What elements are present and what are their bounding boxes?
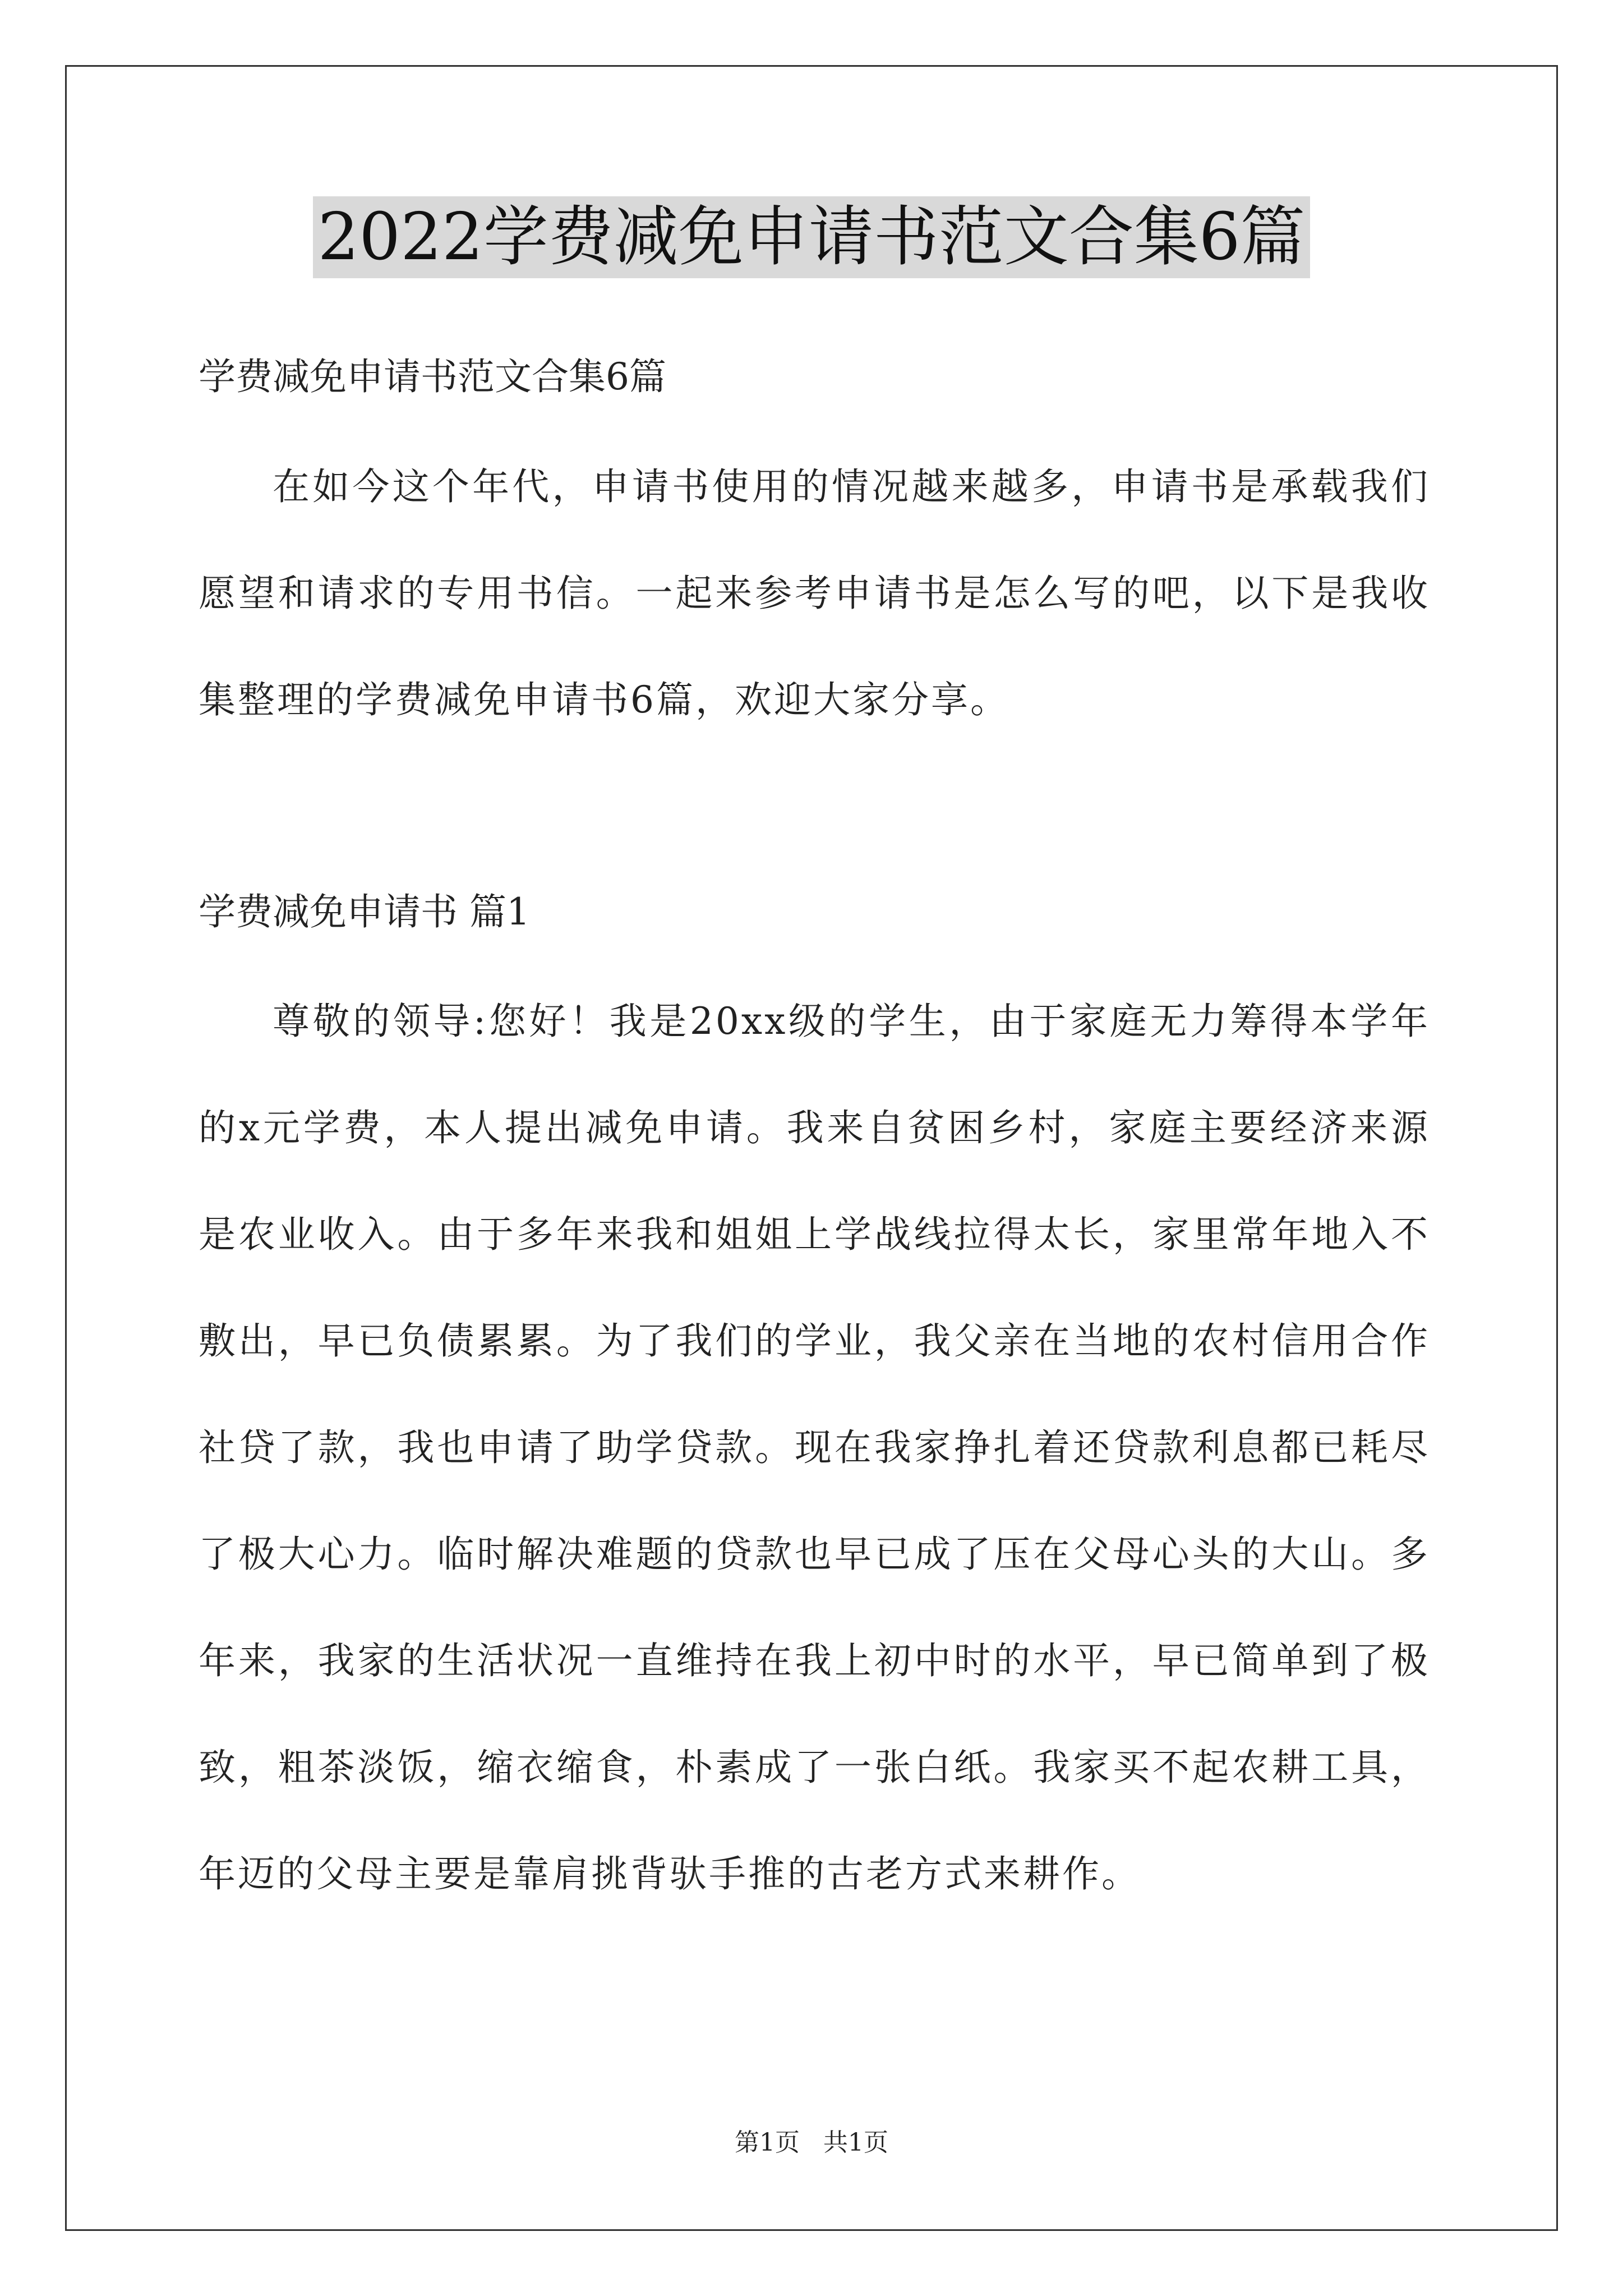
page-total: 共1页 <box>823 2128 888 2157</box>
page-footer <box>0 2126 1623 2160</box>
body-paragraph: 尊敬的领导:您好！我是20xx级的学生，由于家庭无力筹得本学年的x元学费，本人提出减免申请。我来自贫困乡村，家庭主要经济来源是农业收入。由于多年来我和姐姐上学战线拉得太长，家里常年地入不敷出，早已负债累累。为了我们的学业，我父亲在当地的农村信用合作社贷了款，我也申请了助学贷款。现在我家挣扎着还贷款利息都已耗尽了极大心力。临时解决难题的贷款也早已成了压在父母心头的大山。多年来，我家的生活状况一直维持在我上初中时的水平，早已简单到了极致，粗茶淡饭，缩衣缩食，朴素成了一张白纸。我家买不起农耕工具，年迈的父母主要是靠肩挑背驮手推的古老方式来耕作。 <box>199 1000 1430 1895</box>
title-container <box>0 196 1623 278</box>
intro-paragraph: 在如今这个年代，申请书使用的情况越来越多，申请书是承载我们愿望和请求的专用书信。一起来参考申请书是怎么写的吧，以下是我收集整理的学费减免申请书6篇，欢迎大家分享。 <box>199 465 1430 721</box>
document-subtitle: 学费减免申请书范文合集6篇 <box>199 355 666 398</box>
page-number: 第1页 <box>735 2128 800 2157</box>
document-title: 2022学费减免申请书范文合集6篇 <box>313 196 1310 278</box>
section-heading: 学费减免申请书 篇1 <box>199 890 530 933</box>
